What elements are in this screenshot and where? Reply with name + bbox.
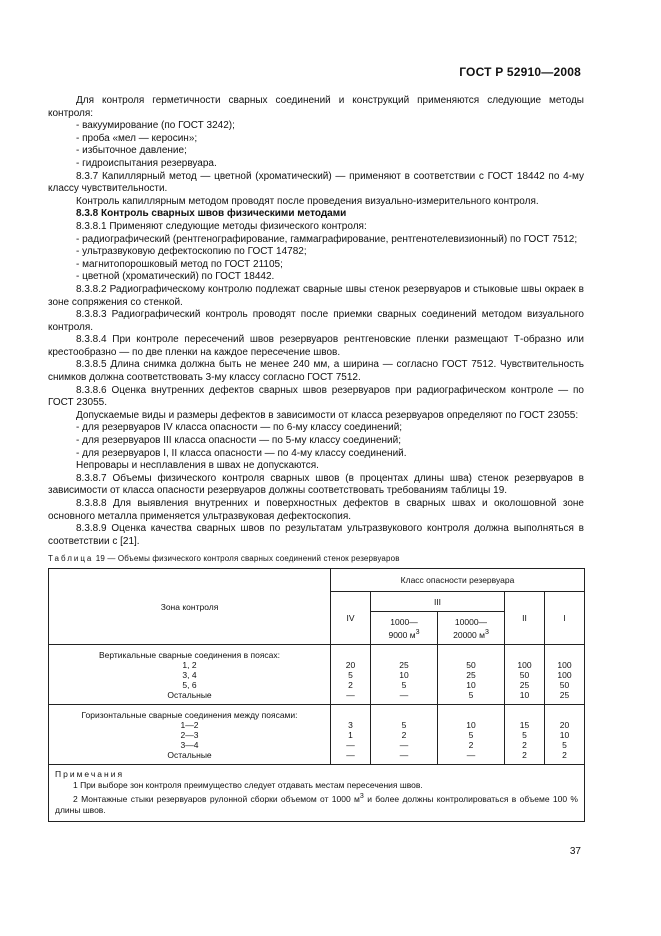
page-content	[48, 95, 584, 822]
row-label: 5, 6	[182, 680, 197, 691]
paragraph: 8.3.8.6 Оценка внутренних дефектов сварных швов резервуаров при радиографическом контроле — по ГОСТ 23055.	[48, 384, 584, 409]
paragraph: 8.3.8.1 Применяют следующие методы физического контроля:	[76, 220, 367, 232]
value: 15	[519, 720, 530, 731]
paragraph: Для контроля герметичности сварных соединений и конструкций применяются следующие методы контроля:	[48, 95, 584, 119]
value-cell-i	[545, 645, 585, 705]
value: 5	[562, 740, 567, 751]
value-cell-iii-b	[438, 705, 505, 765]
value: 100	[557, 670, 572, 681]
paragraph: 8.3.8.7 Объемы физического контроля сварных швов (в процентах длины шва) стенок резервуаров в зависимости от класса опасности резервуаров должны соответствовать требованиям таблицы 19.	[48, 472, 584, 497]
value: 50	[559, 680, 570, 691]
row-label: 1—2	[180, 720, 199, 731]
superscript: 3	[359, 792, 364, 801]
zone-cell	[49, 705, 331, 765]
paragraph: 8.3.7 Капиллярный метод — цветной (хроматический) — применяют в соответствии с ГОСТ 18442 по 4-му классу чувствительности.	[48, 170, 584, 195]
value: 2	[562, 750, 567, 761]
superscript: 3	[484, 627, 489, 636]
value: 25	[519, 680, 530, 691]
paragraph: Допускаемые виды и размеры дефектов в зависимости от класса резервуаров определяют по ГОСТ 23055:	[76, 409, 579, 421]
row-label: 1, 2	[182, 660, 197, 671]
value: 2	[348, 680, 353, 691]
list-item: - избыточное давление;	[76, 145, 187, 157]
value: 5	[401, 680, 407, 691]
table-notes	[49, 765, 585, 822]
row-label: Остальные	[167, 750, 212, 761]
paragraph: 8.3.8.5 Длина снимка должна быть не менее 240 мм, а ширина — согласно ГОСТ 7512. Чувствительность снимков должна соответствовать 3-му классу согласно ГОСТ 7512.	[48, 359, 584, 384]
value-cell-iv	[331, 645, 371, 705]
table-group-horizontal	[49, 705, 585, 765]
paragraph: Контроль капиллярным методом проводят после проведения визуально-измерительного контроля.	[76, 195, 539, 207]
list-item: - вакуумирование (по ГОСТ 3242);	[76, 120, 235, 132]
value: 2	[522, 740, 527, 751]
class-group-header: Класс опасности резервуара	[331, 569, 585, 592]
class-iii-large-header	[438, 612, 505, 645]
list-item: - проба «мел — керосин»;	[76, 132, 198, 144]
class-i-header: I	[545, 592, 585, 645]
value-cell-iv	[331, 705, 371, 765]
value: 25	[466, 670, 476, 681]
value: 5	[348, 670, 353, 681]
value: 3	[348, 720, 353, 731]
header-line: 20000 м	[453, 629, 485, 640]
list-item: - для резервуаров IV класса опасности — по 6-му классу соединений;	[76, 422, 403, 434]
zone-cell	[49, 645, 331, 705]
value-cell-iii-b	[438, 645, 505, 705]
note-2-part-2: и более должны контролироваться в объеме 100 % длины швов.	[55, 794, 578, 816]
value: 50	[519, 670, 530, 681]
list-item: - магнитопорошковый метод по ГОСТ 21105;	[76, 258, 283, 270]
class-iv-header: IV	[331, 592, 371, 645]
table-caption-label: Таблица	[48, 554, 94, 564]
list-item: - для резервуаров I, II класса опасности — по 4-му классу соединений.	[76, 447, 407, 459]
note-2-part-1: 2 Монтажные стыки резервуаров рулонной сборки объемом от 1000 м	[73, 794, 360, 805]
table-caption-text: 19 — Объемы физического контроля сварных соединений стенок резервуаров	[95, 554, 400, 564]
value: 10	[466, 680, 476, 691]
value: —	[346, 690, 355, 701]
row-label: 3, 4	[182, 670, 197, 681]
inspection-volume-table	[48, 568, 585, 822]
notes-title: Примечания	[55, 769, 125, 780]
paragraph: Непровары и несплавления в швах не допускаются.	[76, 460, 319, 472]
value: 2	[468, 740, 474, 751]
header-line: 9000 м	[388, 629, 416, 640]
value: 5	[468, 690, 474, 701]
value: —	[346, 750, 355, 761]
value: —	[399, 740, 409, 751]
value: 5	[468, 730, 474, 741]
value-cell-i	[545, 705, 585, 765]
value: 25	[559, 690, 570, 701]
value: 2	[401, 730, 407, 741]
value: 20	[559, 720, 570, 731]
value-cell-ii	[505, 645, 545, 705]
value-cell-ii	[505, 705, 545, 765]
value-cell-iii-a	[371, 705, 438, 765]
value: —	[399, 750, 409, 761]
value: 50	[466, 660, 476, 671]
value: 10	[519, 690, 530, 701]
zone-header: Зона контроля	[49, 569, 331, 645]
paragraph: 8.3.8.3 Радиографический контроль проводят после приемки сварных соединений методом визуального контроля.	[48, 309, 584, 333]
paragraph: 8.3.8.9 Оценка качества сварных швов по результатам ультразвукового контроля должна выполняться в соответствии с [21].	[48, 523, 584, 547]
document-header: ГОСТ Р 52910—2008	[459, 65, 581, 79]
group-title: Горизонтальные сварные соединения между поясами:	[81, 710, 298, 721]
table-notes-row	[49, 765, 585, 822]
paragraph: 8.3.8.2 Радиографическому контролю подлежат сварные швы стенок резервуаров и стыковые швы окраек в зоне сопряжения со стенкой.	[48, 283, 584, 308]
list-item: - гидроиспытания резервуара.	[76, 157, 217, 169]
class-ii-header: II	[505, 592, 545, 645]
row-label: 2—3	[180, 730, 199, 741]
value: 10	[559, 730, 570, 741]
header-line: 10000—	[454, 616, 488, 627]
row-label: 3—4	[180, 740, 199, 751]
value: —	[399, 690, 409, 701]
value: 1	[348, 730, 353, 741]
value: 10	[466, 720, 476, 731]
paragraph: 8.3.8.8 Для выявления внутренних и поверхностных дефектов в сварных швах и околошовной зоне основного металла применяется ультразвуковая дефектоскопия.	[48, 498, 584, 522]
group-title: Вертикальные сварные соединения в поясах:	[98, 650, 281, 661]
value: 25	[399, 660, 409, 671]
value-cell-iii-a	[371, 645, 438, 705]
note-1: 1 При выборе зон контроля преимущество следует отдавать местам пересечения швов.	[73, 780, 423, 791]
value: 10	[399, 670, 409, 681]
value: 20	[345, 660, 356, 671]
value: 100	[557, 660, 572, 671]
value: —	[346, 740, 355, 751]
table-group-vertical	[49, 645, 585, 705]
note-2	[55, 791, 578, 816]
list-item: - цветной (хроматический) по ГОСТ 18442.	[76, 271, 275, 283]
list-item: - радиографический (рентгенографирование, гаммаграфирование, рентгенотелевизионный) по ГОСТ 7512;	[76, 233, 578, 245]
table-caption	[48, 553, 584, 564]
header-line: 1000—	[390, 616, 418, 627]
value: —	[466, 750, 476, 761]
section-heading: 8.3.8 Контроль сварных швов физическими методами	[76, 208, 347, 220]
value: 5	[401, 720, 407, 731]
value: 2	[522, 750, 527, 761]
paragraph: 8.3.8.4 При контроле пересечений швов резервуаров рентгеновские пленки размещают Т-образно или крестообразно — по две пленки на каждое пересечение швов.	[48, 334, 584, 358]
list-item: - ультразвуковую дефектоскопию по ГОСТ 14782;	[76, 246, 307, 258]
value: 5	[522, 730, 527, 741]
class-iii-small-header	[371, 612, 438, 645]
list-item: - для резервуаров III класса опасности — по 5-му классу соединений;	[76, 435, 401, 447]
superscript: 3	[415, 627, 420, 636]
page-number: 37	[569, 846, 581, 857]
value: 100	[517, 660, 532, 671]
row-label: Остальные	[167, 690, 212, 701]
class-iii-header: III	[371, 592, 505, 612]
